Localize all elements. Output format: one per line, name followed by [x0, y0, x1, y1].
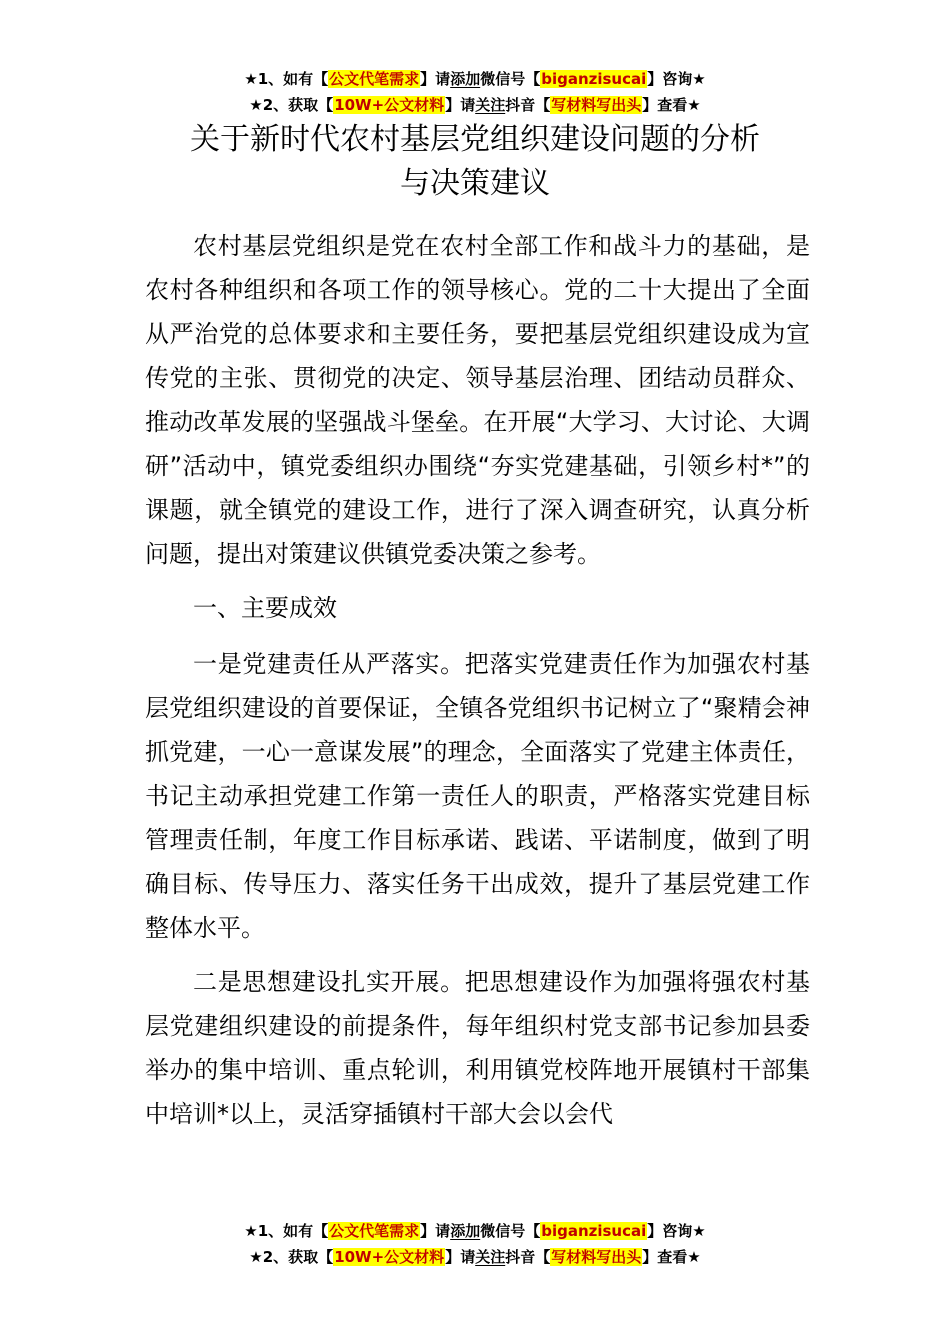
bottom-banner [0, 1218, 950, 1270]
banner-line-2: ★2、获取【10W+公文材料】请关注抖音【写材料写出头】查看★ [249, 1248, 701, 1266]
highlight-wechat-id: biganzisucai [541, 1222, 647, 1240]
highlight-service: 公文代笔需求 [329, 1222, 420, 1240]
highlight-douyin-account: 写材料写出头 [551, 1248, 642, 1266]
top-banner [0, 66, 950, 118]
highlight-service: 公文代笔需求 [329, 70, 420, 88]
banner-line-1: ★1、如有【公文代笔需求】请添加微信号【biganzisucai】咨询★ [244, 1222, 706, 1240]
highlight-materials: 10W+公文材料 [334, 1248, 445, 1266]
banner-line-1: ★1、如有【公文代笔需求】请添加微信号【biganzisucai】咨询★ [244, 70, 706, 88]
title-line-2: 与决策建议 [400, 166, 550, 201]
highlight-douyin-account: 写材料写出头 [551, 96, 642, 114]
section-heading: 一、主要成效 [193, 594, 337, 622]
body-paragraph: 一是党建责任从严落实。把落实党建责任作为加强农村基层党组织建设的首要保证，全镇各党组织书记树立了“聚精会神抓党建，一心一意谋发展”的理念，全面落实了党建主体责任，书记主动承担党建工作第一责任人的职责，严格落实党建目标管理责任制，年度工作目标承诺、践诺、平诺制度，做到了明确目标、传导压力、落实任务干出成效，提升了基层党建工作整体水平。 [145, 650, 810, 942]
intro-paragraph: 农村基层党组织是党在农村全部工作和战斗力的基础，是农村各种组织和各项工作的领导核心。党的二十大提出了全面从严治党的总体要求和主要任务，要把基层党组织建设成为宣传党的主张、贯彻党的决定、领导基层治理、团结动员群众、推动改革发展的坚强战斗堡垒。在开展“大学习、大讨论、大调研”活动中，镇党委组织办围绕“夯实党建基础，引领乡村*”的课题，就全镇党的建设工作，进行了深入调查研究，认真分析问题，提出对策建议供镇党委决策之参考。 [145, 232, 810, 568]
banner-line-2: ★2、获取【10W+公文材料】请关注抖音【写材料写出头】查看★ [249, 96, 701, 114]
title-line-1: 关于新时代农村基层党组织建设问题的分析 [190, 122, 760, 157]
highlight-materials: 10W+公文材料 [334, 96, 445, 114]
document-body [145, 224, 810, 1146]
highlight-wechat-id: biganzisucai [541, 70, 647, 88]
document-title [140, 118, 810, 206]
body-paragraph: 二是思想建设扎实开展。把思想建设作为加强将强农村基层党建组织建设的前提条件，每年组织村党支部书记参加县委举办的集中培训、重点轮训，利用镇党校阵地开展镇村干部集中培训*以上，灵活穿插镇村干部大会以会代 [145, 968, 810, 1128]
